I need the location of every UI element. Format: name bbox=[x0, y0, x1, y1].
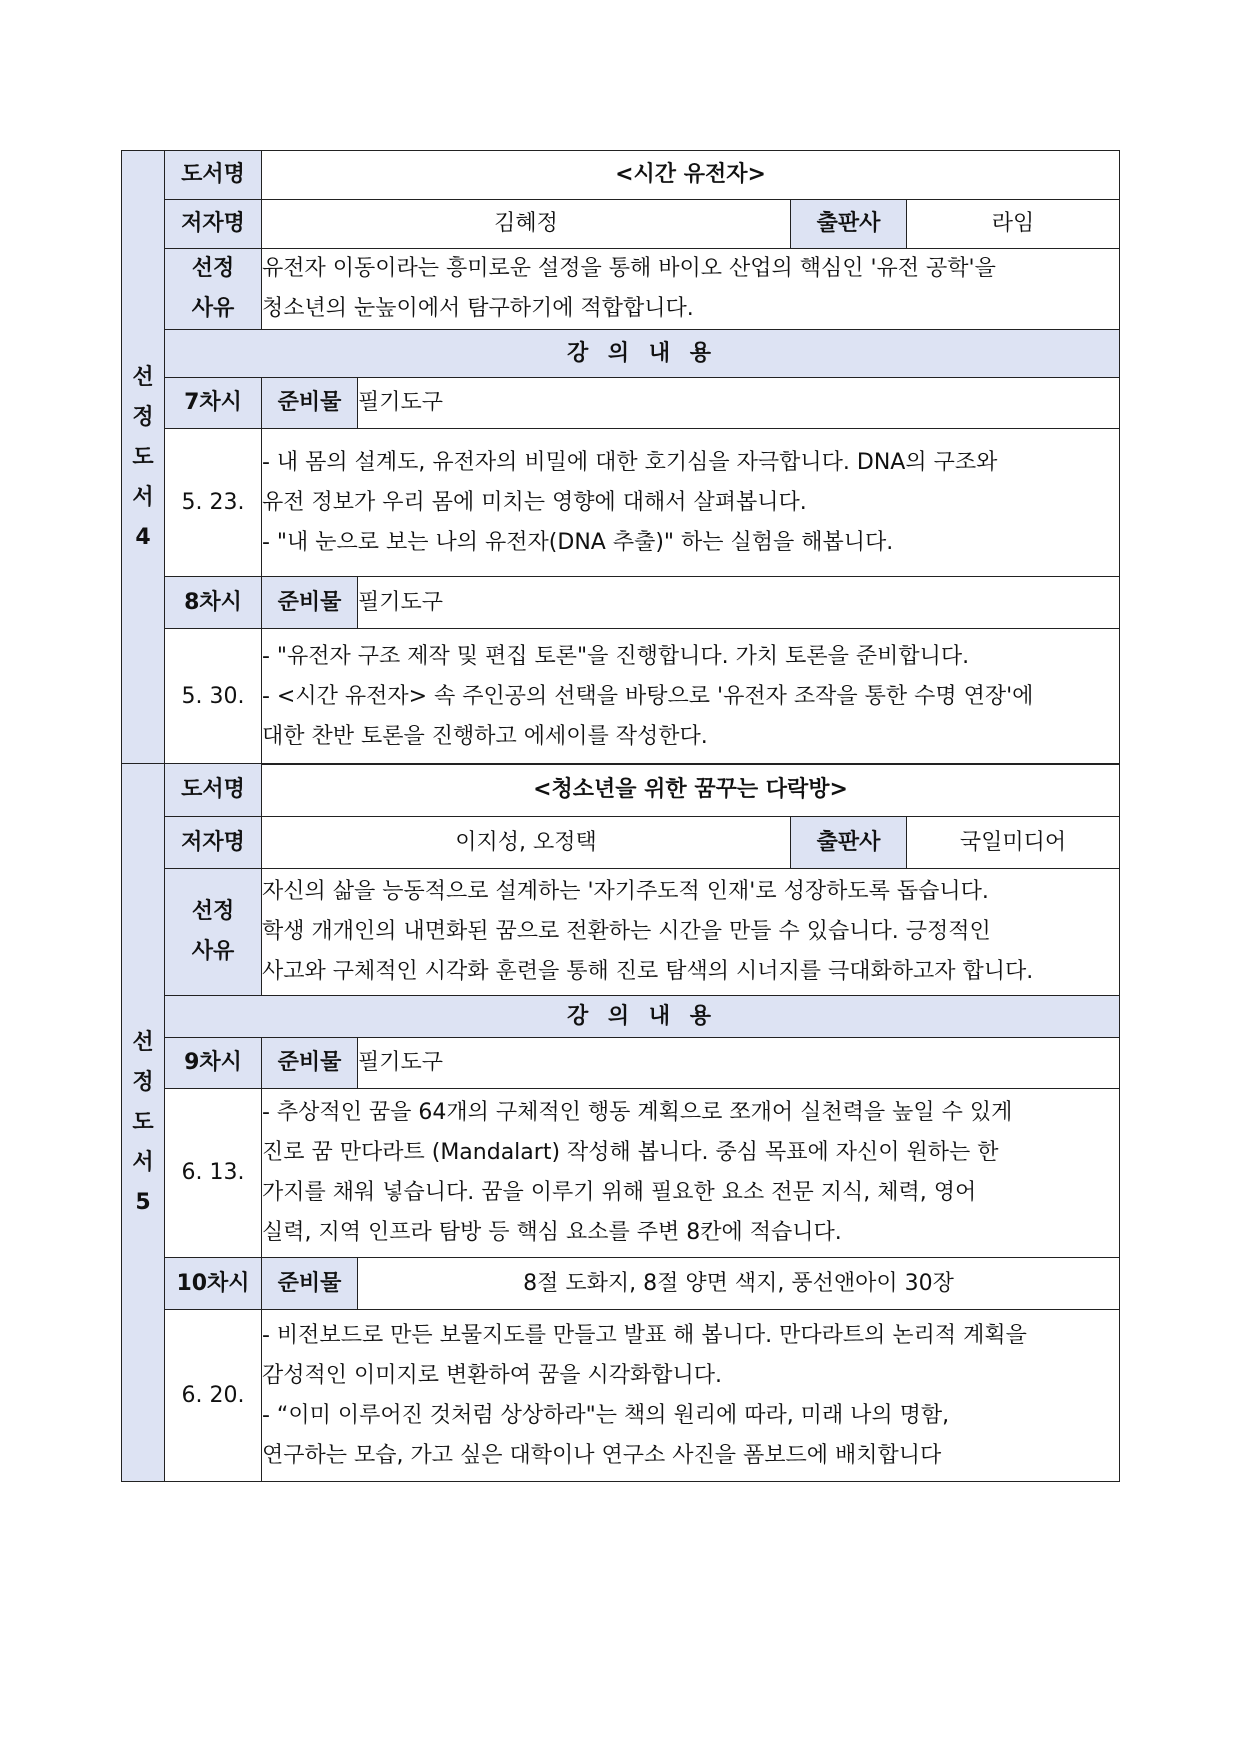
selection-reason: 자신의 삶을 능동적으로 설계하는 '자기주도적 인재'로 성장하도록 돕습니다. 학생 개개인의 내면화된 꿈으로 전환하는 시간을 만들 수 있습니다. 긍정적인 사고와 구체적인 시각화 훈련을 통해 진로 탐색의 시너지를 극대화하고자 합니다. bbox=[262, 869, 1120, 996]
title-label: 도서명 bbox=[165, 764, 262, 817]
title-label: 도서명 bbox=[165, 151, 262, 200]
session-materials: 필기도구 bbox=[358, 378, 1120, 429]
book-table-5 bbox=[121, 763, 1120, 1482]
session-content: - 비전보드로 만든 보물지도를 만들고 발표 해 봅니다. 만다라트의 논리적 계획을 감성적인 이미지로 변환하여 꿈을 시각화합니다. - “이미 이루어진 것처럼 상상하라"는 책의 원리에 따라, 미래 나의 명함, 연구하는 모습, 가고 싶은 대학이나 연구소 사진을 폼보드에 배치합니다 bbox=[262, 1310, 1120, 1482]
session-date: 6. 13. bbox=[165, 1089, 262, 1258]
book-publisher: 국일미디어 bbox=[907, 817, 1120, 869]
publisher-label: 출판사 bbox=[791, 817, 907, 869]
reason-label: 선정 사유 bbox=[165, 869, 262, 996]
materials-label: 준비물 bbox=[262, 577, 358, 629]
session-label: 7차시 bbox=[165, 378, 262, 429]
session-date: 5. 23. bbox=[165, 429, 262, 577]
session-label: 10차시 bbox=[165, 1258, 262, 1310]
reason-label: 선정 사유 bbox=[165, 249, 262, 330]
materials-label: 준비물 bbox=[262, 1038, 358, 1089]
materials-label: 준비물 bbox=[262, 1258, 358, 1310]
session-date: 5. 30. bbox=[165, 629, 262, 765]
book-title: <시간 유전자> bbox=[262, 151, 1120, 200]
session-label: 9차시 bbox=[165, 1038, 262, 1089]
lecture-header: 강 의 내 용 bbox=[165, 330, 1120, 378]
lecture-header: 강 의 내 용 bbox=[165, 996, 1120, 1038]
session-content: - "유전자 구조 제작 및 편집 토론"을 진행합니다. 가치 토론을 준비합니다. - <시간 유전자> 속 주인공의 선택을 바탕으로 '유전자 조작을 통한 수명 연장'에 대한 찬반 토론을 진행하고 에세이를 작성한다. bbox=[262, 629, 1120, 765]
materials-label: 준비물 bbox=[262, 378, 358, 429]
book-title: <청소년을 위한 꿈꾸는 다락방> bbox=[262, 764, 1120, 817]
session-materials: 8절 도화지, 8절 양면 색지, 풍선앤아이 30장 bbox=[358, 1258, 1120, 1310]
book-table-4 bbox=[121, 150, 1120, 765]
author-label: 저자명 bbox=[165, 200, 262, 249]
book-publisher: 라임 bbox=[907, 200, 1120, 249]
session-label: 8차시 bbox=[165, 577, 262, 629]
book-side-label: 선 정 도 서 4 bbox=[122, 151, 165, 765]
book-author: 이지성, 오정택 bbox=[262, 817, 791, 869]
session-date: 6. 20. bbox=[165, 1310, 262, 1482]
session-materials: 필기도구 bbox=[358, 577, 1120, 629]
publisher-label: 출판사 bbox=[791, 200, 907, 249]
session-content: - 내 몸의 설계도, 유전자의 비밀에 대한 호기심을 자극합니다. DNA의 구조와 유전 정보가 우리 몸에 미치는 영향에 대해서 살펴봅니다. - "내 눈으로 보는 나의 유전자(DNA 추출)" 하는 실험을 해봅니다. bbox=[262, 429, 1120, 577]
book-side-label: 선 정 도 서 5 bbox=[122, 764, 165, 1482]
selection-reason: 유전자 이동이라는 흥미로운 설정을 통해 바이오 산업의 핵심인 '유전 공학'을 청소년의 눈높이에서 탐구하기에 적합합니다. bbox=[262, 249, 1120, 330]
book-author: 김혜정 bbox=[262, 200, 791, 249]
author-label: 저자명 bbox=[165, 817, 262, 869]
session-materials: 필기도구 bbox=[358, 1038, 1120, 1089]
session-content: - 추상적인 꿈을 64개의 구체적인 행동 계획으로 쪼개어 실천력을 높일 수 있게 진로 꿈 만다라트 (Mandalart) 작성해 봅니다. 중심 목표에 자신이 원하는 한 가지를 채워 넣습니다. 꿈을 이루기 위해 필요한 요소 전문 지식, 체력, 영어 실력, 지역 인프라 탐방 등 핵심 요소를 주변 8칸에 적습니다. bbox=[262, 1089, 1120, 1258]
